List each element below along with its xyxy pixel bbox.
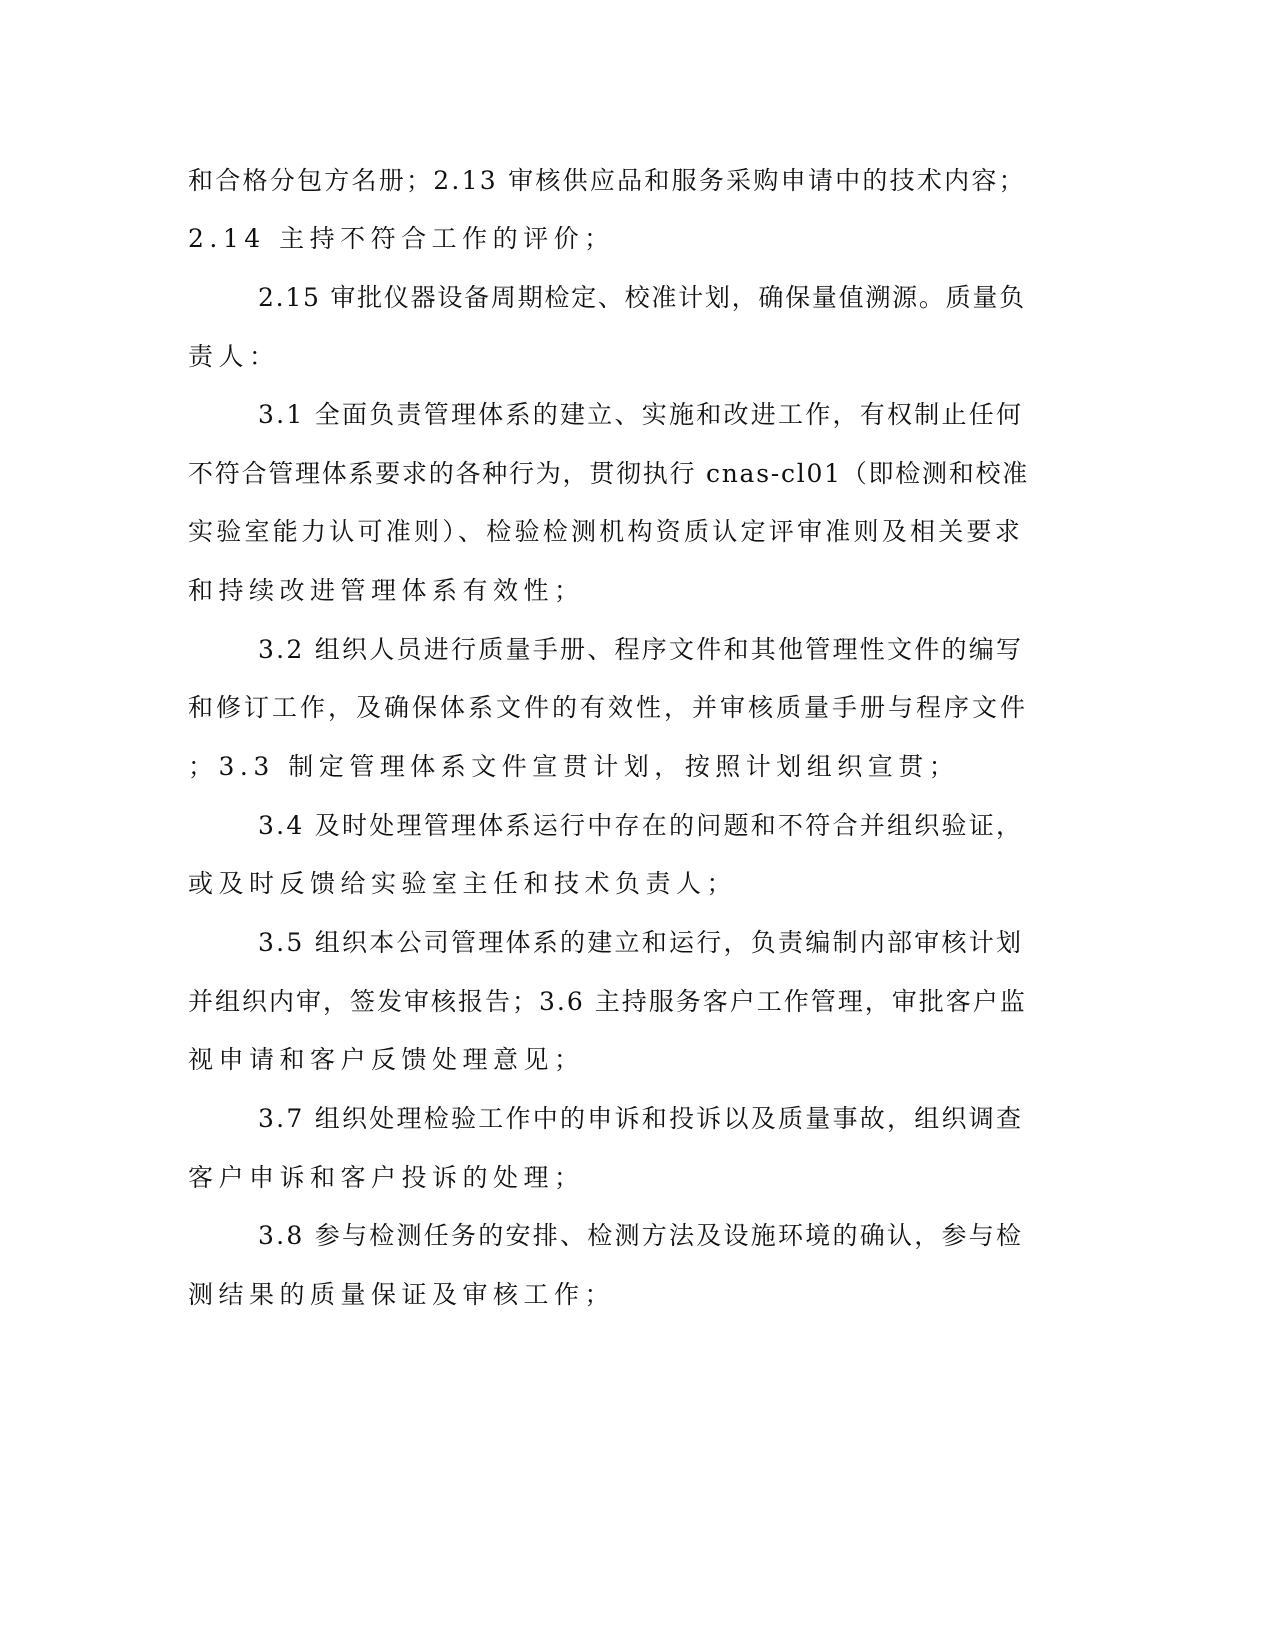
text-line-8: 和持续改进管理体系有效性； (188, 576, 585, 605)
text-line-18: 客户申诉和客户投诉的处理； (188, 1163, 585, 1192)
text-line-3: 2.15 审批仪器设备周期检定、校准计划，确保量值溯源。质量负 (258, 283, 1026, 312)
text-line-19: 3.8 参与检测任务的安排、检测方法及设施环境的确认，参与检 (258, 1221, 1024, 1250)
text-line-14: 3.5 组织本公司管理体系的建立和运行，负责编制内部审核计划 (258, 928, 1024, 957)
text-line-1: 和合格分包方名册；2.13 审核供应品和服务采购申请中的技术内容； (188, 166, 1026, 195)
text-line-9: 3.2 组织人员进行质量手册、程序文件和其他管理性文件的编写 (258, 635, 1024, 664)
text-line-20: 测结果的质量保证及审核工作； (188, 1280, 616, 1309)
text-line-11: ；3.3 制定管理体系文件宣贯计划，按照计划组织宣贯； (188, 752, 960, 781)
text-line-16: 视申请和客户反馈处理意见； (188, 1045, 585, 1074)
text-line-15: 并组织内审，签发审核报告；3.6 主持服务客户工作管理，审批客户监 (188, 987, 1027, 1016)
text-line-10: 和修订工作，及确保体系文件的有效性，并审核质量手册与程序文件 (188, 693, 1029, 722)
text-line-5: 3.1 全面负责管理体系的建立、实施和改进工作，有权制止任何 (258, 400, 1024, 429)
text-line-6: 不符合管理体系要求的各种行为，贯彻执行 cnas-cl01（即检测和校准 (188, 459, 1030, 488)
text-line-13: 或及时反馈给实验室主任和技术负责人； (188, 869, 738, 898)
text-line-12: 3.4 及时处理管理体系运行中存在的问题和不符合并组织验证， (258, 811, 1024, 840)
text-line-2: 2.14 主持不符合工作的评价； (188, 224, 615, 253)
text-line-17: 3.7 组织处理检验工作中的申诉和投诉以及质量事故，组织调查 (258, 1104, 1024, 1133)
text-line-7: 实验室能力认可准则）、检验检测机构资质认定评审准则及相关要求 (188, 517, 1024, 546)
text-line-4: 责人： (188, 342, 280, 371)
